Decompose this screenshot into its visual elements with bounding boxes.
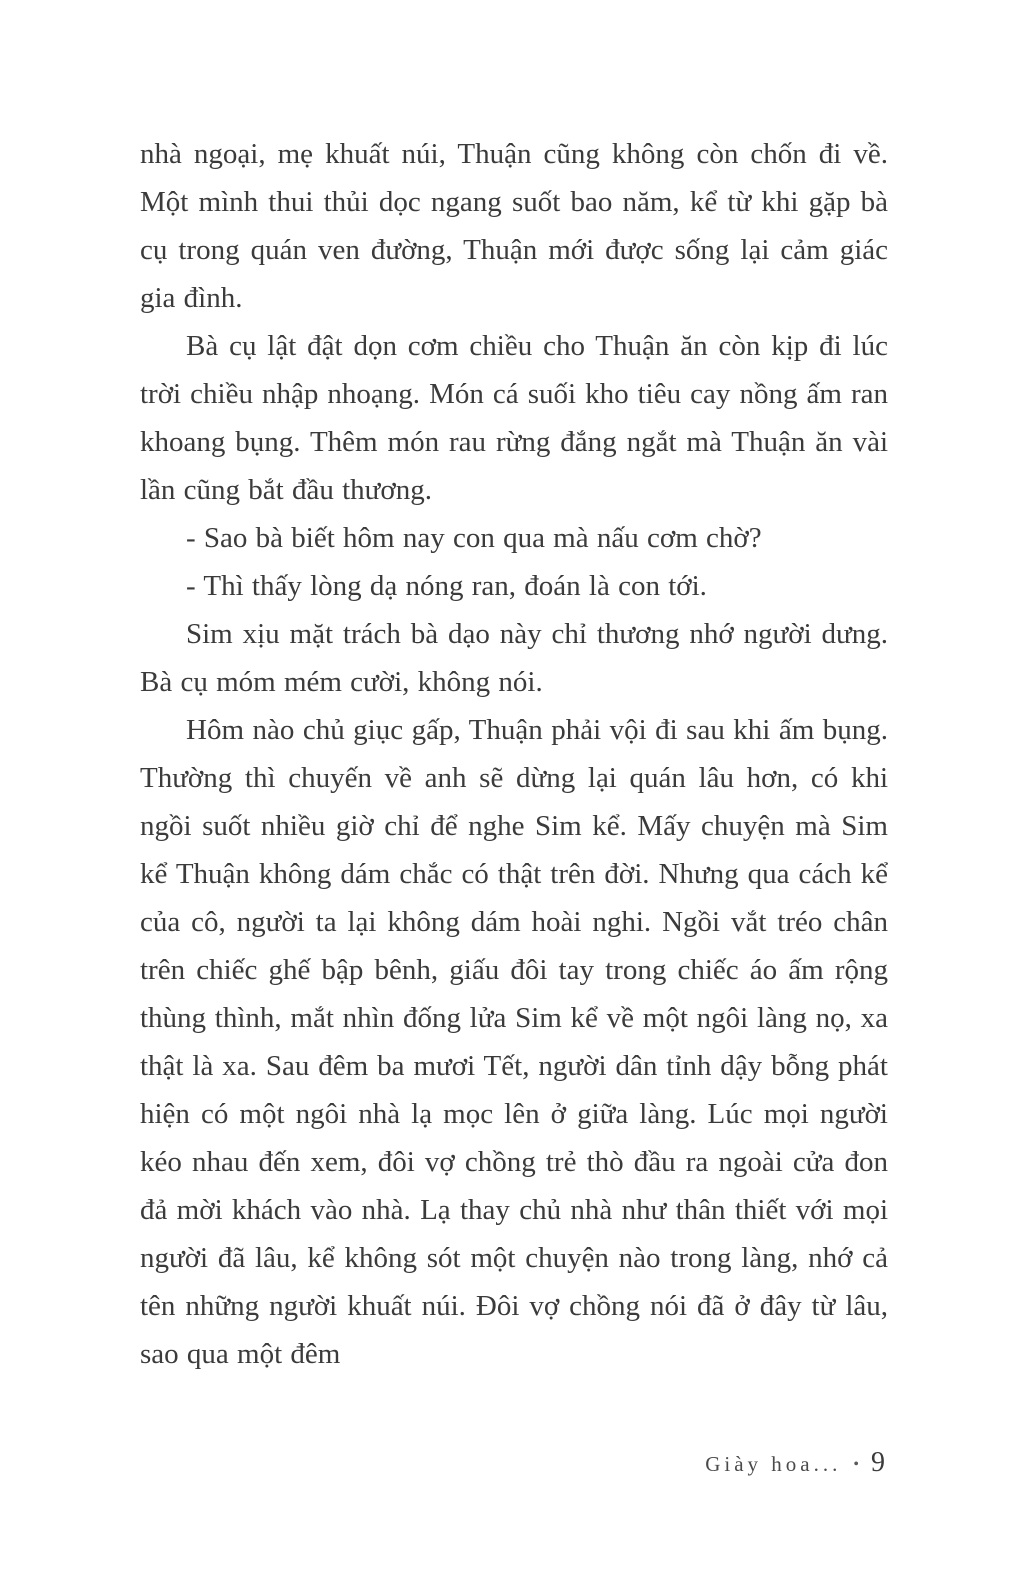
paragraph: Bà cụ lật đật dọn cơm chiều cho Thuận ăn còn kịp đi lúc trời chiều nhập nhoạng. Món cá suối kho tiêu cay nồng ấm ran khoang bụng. Thêm món rau rừng đắng ngắt mà Thuận ăn vài lần cũng bắt đầu thương. <box>140 330 888 506</box>
footer-separator: • <box>853 1456 859 1473</box>
dialogue-line: - Sao bà biết hôm nay con qua mà nấu cơm chờ? <box>186 522 762 554</box>
paragraph: Sim xịu mặt trách bà dạo này chỉ thương nhớ người dưng. Bà cụ móm mém cười, không nói. <box>140 618 888 698</box>
running-title: Giày hoa... <box>705 1452 842 1476</box>
page-number: 9 <box>871 1447 885 1478</box>
paragraph-continuation: nhà ngoại, mẹ khuất núi, Thuận cũng không còn chốn đi về. Một mình thui thủi dọc ngang suốt bao năm, kể từ khi gặp bà cụ trong quán ven đường, Thuận mới được sống lại cảm giác gia đình. <box>140 138 888 314</box>
paragraph: Hôm nào chủ giục gấp, Thuận phải vội đi sau khi ấm bụng. Thường thì chuyến về anh sẽ dừng lại quán lâu hơn, có khi ngồi suốt nhiều giờ chỉ để nghe Sim kể. Mấy chuyện mà Sim kể Thuận không dám chắc có thật trên đời. Nhưng qua cách kể của cô, người ta lại không dám hoài nghi. Ngồi vắt tréo chân trên chiếc ghế bập bênh, giấu đôi tay trong chiếc áo ấm rộng thùng thình, mắt nhìn đống lửa Sim kể về một ngôi làng nọ, xa thật là xa. Sau đêm ba mươi Tết, người dân tỉnh dậy bỗng phát hiện có một ngôi nhà lạ mọc lên ở giữa làng. Lúc mọi người kéo nhau đến xem, đôi vợ chồng trẻ thò đầu ra ngoài cửa đon đả mời khách vào nhà. Lạ thay chủ nhà như thân thiết với mọi người đã lâu, kể không sót một chuyện nào trong làng, nhớ cả tên những người khuất núi. Đôi vợ chồng nói đã ở đây từ lâu, sao qua một đêm <box>140 714 888 1370</box>
dialogue-line: - Thì thấy lòng dạ nóng ran, đoán là con tới. <box>186 570 707 602</box>
body-text <box>140 130 888 1378</box>
page-footer <box>705 1447 885 1479</box>
